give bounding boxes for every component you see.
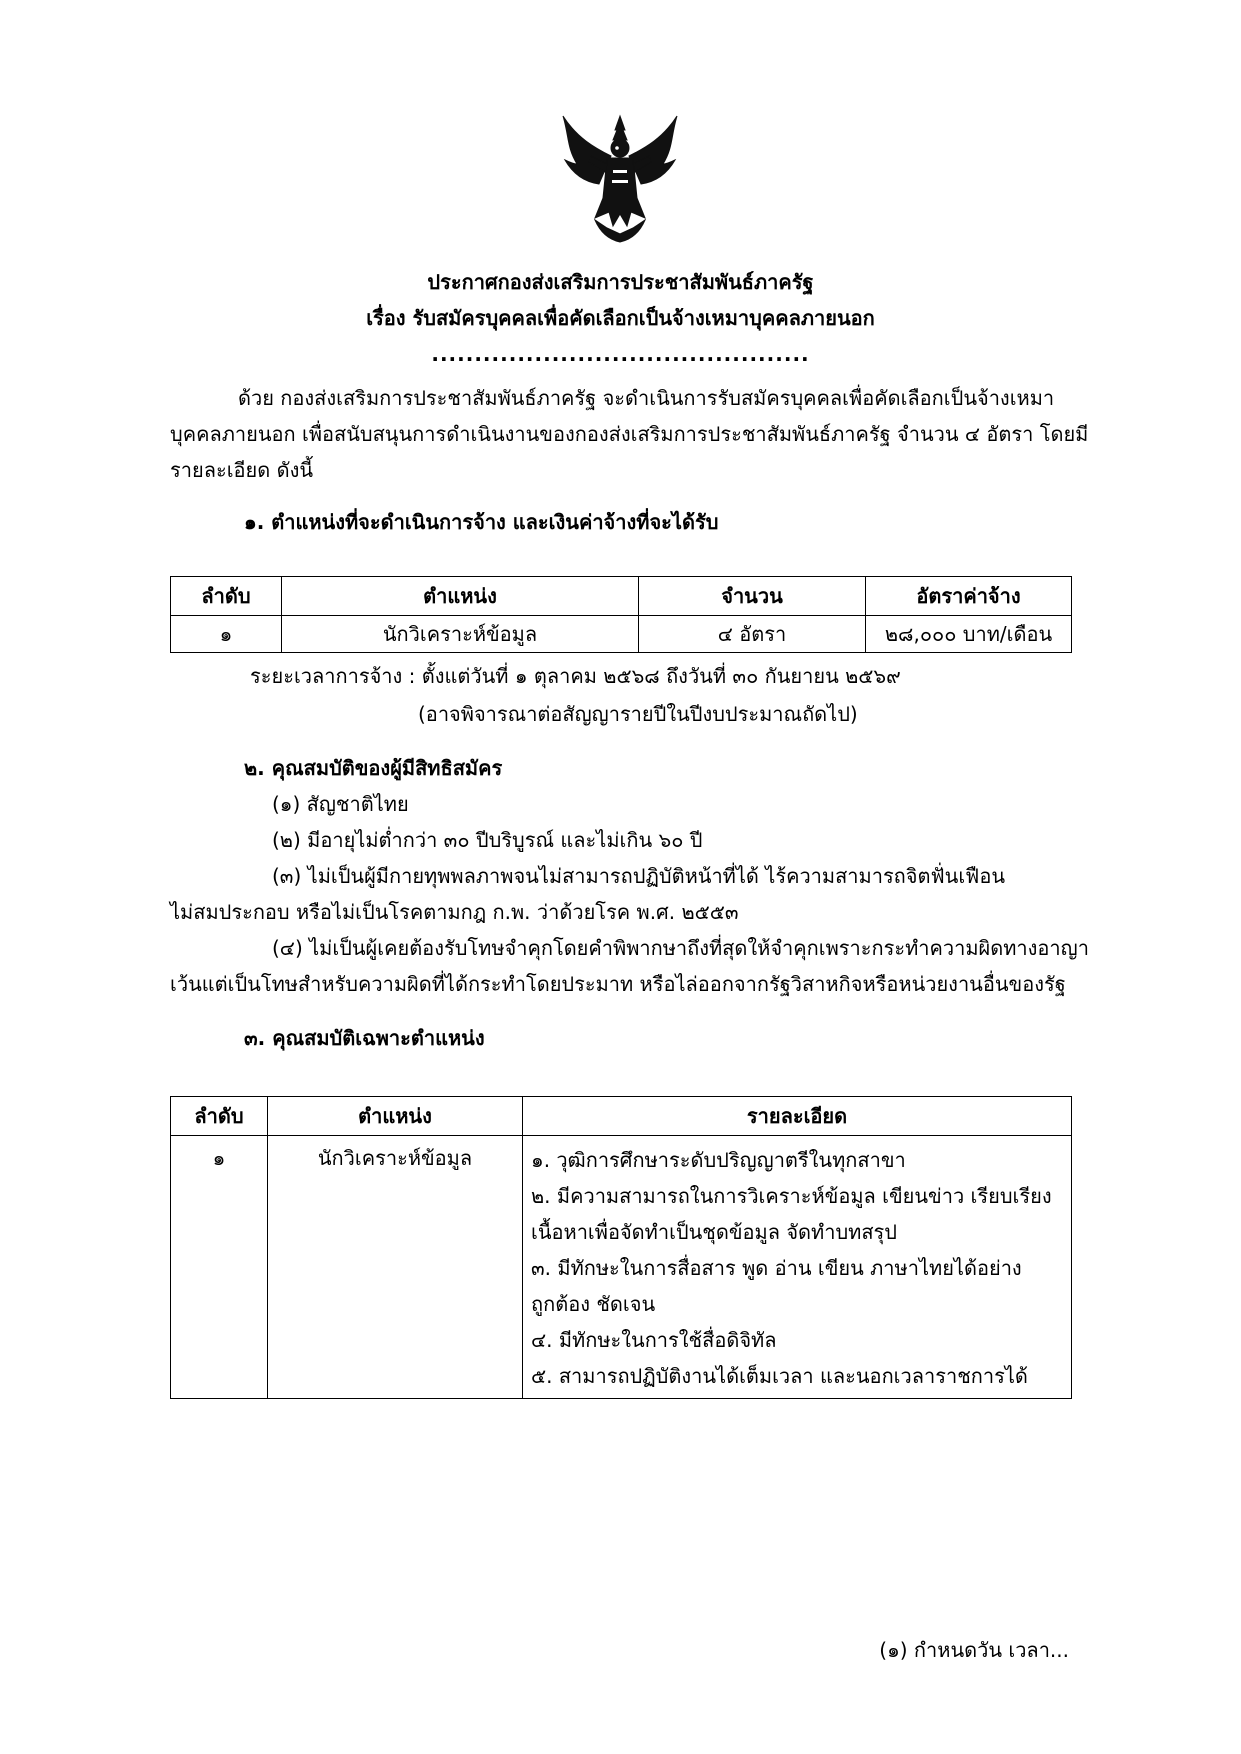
- table-row: [171, 1136, 1072, 1399]
- qualification-cell-order: ๑: [171, 1136, 268, 1399]
- intro-line-3: รายละเอียด ดังนี้: [170, 458, 314, 482]
- intro-line-2: บุคคลภายนอก เพื่อสนับสนุนการดำเนินงานของกองส่งเสริมการประชาสัมพันธ์ภาครัฐ จำนวน ๔ อัตรา โดยมี: [170, 422, 1089, 446]
- salary-col-count: จำนวน: [639, 577, 866, 616]
- page-continuation: (๑) กำหนดวัน เวลา...: [879, 1638, 1069, 1662]
- garuda-emblem-icon: [555, 108, 685, 248]
- salary-cell-order: ๑: [171, 616, 282, 653]
- detail-line: เนื้อหาเพื่อจัดทำเป็นชุดข้อมูล จัดทำบทสรุป: [531, 1220, 897, 1244]
- section3-heading: ๓. คุณสมบัติเฉพาะตำแหน่ง: [244, 1026, 485, 1050]
- detail-line: ๑. วุฒิการศึกษาระดับปริญญาตรีในทุกสาขา: [531, 1148, 906, 1172]
- announcement-subject: เรื่อง รับสมัครบุคคลเพื่อคัดเลือกเป็นจ้างเหมาบุคคลภายนอก: [366, 306, 875, 330]
- section1-heading: ๑. ตำแหน่งที่จะดำเนินการจ้าง และเงินค่าจ้างที่จะได้รับ: [244, 510, 719, 534]
- salary-table: [170, 576, 1072, 653]
- qualification-item-4-line-2: เว้นแต่เป็นโทษสำหรับความผิดที่ได้กระทำโดยประมาท หรือไล่ออกจากรัฐวิสาหกิจหรือหน่วยงานอื่นของรัฐ: [170, 972, 1066, 996]
- table-row: [171, 616, 1072, 653]
- qualification-item-4-line-1: (๔) ไม่เป็นผู้เคยต้องรับโทษจำคุกโดยคำพิพากษาถึงที่สุดให้จำคุกเพราะกระทำความผิดทางอาญา: [272, 936, 1089, 960]
- detail-line: ๕. สามารถปฏิบัติงานได้เต็มเวลา และนอกเวลาราชการได้: [531, 1364, 1028, 1388]
- salary-table-header: [171, 577, 1072, 616]
- salary-cell-rate: ๒๘,๐๐๐ บาท/เดือน: [866, 616, 1072, 653]
- salary-cell-position: นักวิเคราะห์ข้อมูล: [282, 616, 639, 653]
- salary-col-position: ตำแหน่ง: [282, 577, 639, 616]
- qualification-cell-detail: [523, 1136, 1072, 1399]
- employment-period: ระยะเวลาการจ้าง : ตั้งแต่วันที่ ๑ ตุลาคม ๒๕๖๘ ถึงวันที่ ๓๐ กันยายน ๒๕๖๙: [250, 664, 901, 688]
- detail-line: ๓. มีทักษะในการสื่อสาร พูด อ่าน เขียน ภาษาไทยได้อย่าง: [531, 1256, 1022, 1280]
- qualification-item-1: (๑) สัญชาติไทย: [272, 792, 409, 816]
- position-qualification-table: [170, 1096, 1072, 1399]
- qualification-cell-position: นักวิเคราะห์ข้อมูล: [268, 1136, 523, 1399]
- qualification-col-detail: รายละเอียด: [523, 1097, 1072, 1136]
- qualification-col-order: ลำดับ: [171, 1097, 268, 1136]
- qualification-item-2: (๒) มีอายุไม่ต่ำกว่า ๓๐ ปีบริบูรณ์ และไม่เกิน ๖๐ ปี: [272, 828, 703, 852]
- employment-period-note: (อาจพิจารณาต่อสัญญารายปีในปีงบประมาณถัดไป): [418, 702, 858, 726]
- detail-line: ๔. มีทักษะในการใช้สื่อดิจิทัล: [531, 1328, 777, 1352]
- intro-line-1: ด้วย กองส่งเสริมการประชาสัมพันธ์ภาครัฐ จะดำเนินการรับสมัครบุคคลเพื่อคัดเลือกเป็นจ้างเหมา: [238, 386, 1055, 410]
- qualification-table-header: [171, 1097, 1072, 1136]
- announcement-title: ประกาศกองส่งเสริมการประชาสัมพันธ์ภาครัฐ: [427, 270, 814, 294]
- salary-col-rate: อัตราค่าจ้าง: [866, 577, 1072, 616]
- salary-cell-count: ๔ อัตรา: [639, 616, 866, 653]
- detail-line: ถูกต้อง ชัดเจน: [531, 1292, 656, 1316]
- section2-heading: ๒. คุณสมบัติของผู้มีสิทธิสมัคร: [244, 756, 503, 780]
- salary-col-order: ลำดับ: [171, 577, 282, 616]
- detail-line: ๒. มีความสามารถในการวิเคราะห์ข้อมูล เขียนข่าว เรียบเรียง: [531, 1184, 1052, 1208]
- qualification-item-3-line-2: ไม่สมประกอบ หรือไม่เป็นโรคตามกฎ ก.พ. ว่าด้วยโรค พ.ศ. ๒๕๕๓: [170, 900, 739, 924]
- qualification-item-3-line-1: (๓) ไม่เป็นผู้มีกายทุพพลภาพจนไม่สามารถปฏิบัติหน้าที่ได้ ไร้ความสามารถจิตฟั่นเฟือน: [272, 864, 1006, 888]
- title-separator: ............................................: [431, 342, 810, 366]
- qualification-col-position: ตำแหน่ง: [268, 1097, 523, 1136]
